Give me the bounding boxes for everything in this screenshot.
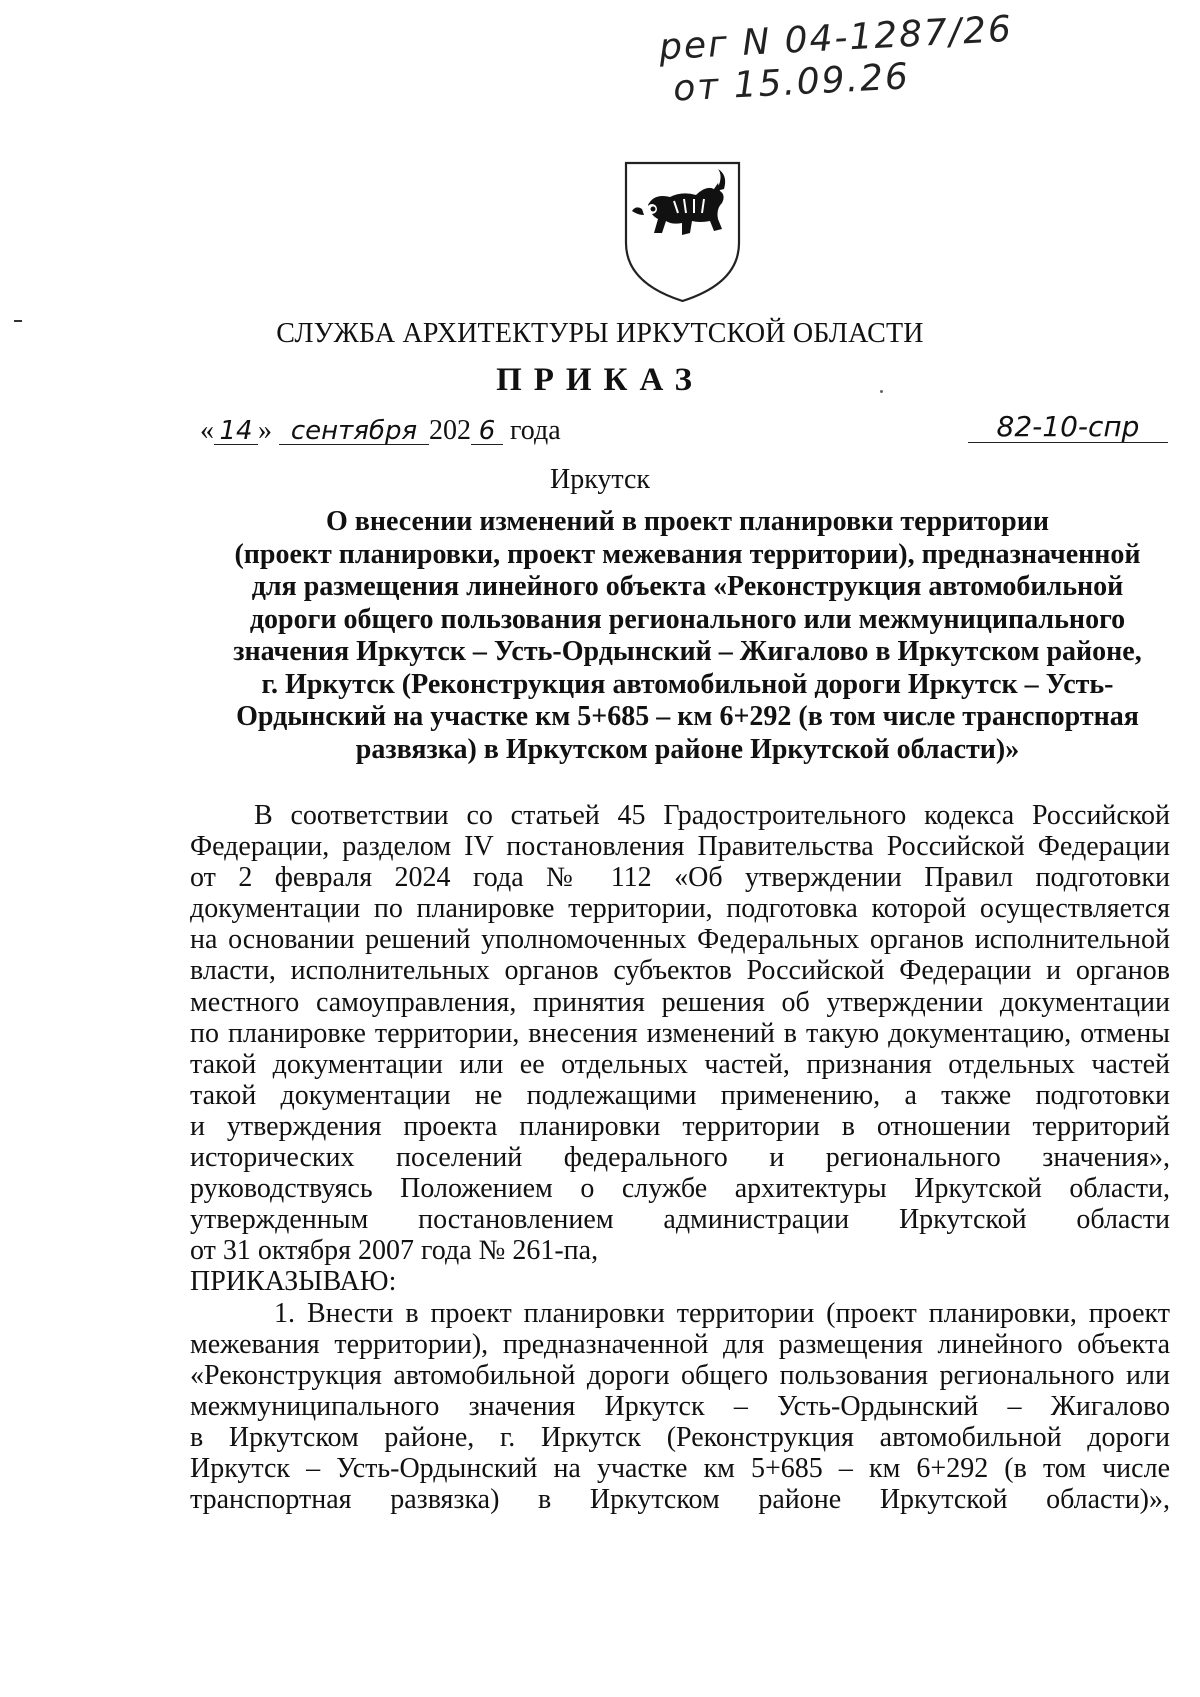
clause-1-line: Иркутск – Усть-Ордынский на участке км 5+685 – км 6+292 (в том числе: [190, 1452, 1170, 1484]
preamble-line: по планировке территории, внесения изменений в такую документацию, отмены: [190, 1017, 1170, 1049]
preamble-line: такой документации или ее отдельных частей, признания отдельных частей: [190, 1048, 1170, 1080]
preamble-line: на основании решений уполномоченных Федеральных органов исполнительной: [190, 924, 1170, 956]
clause-1-line: межевания территории), предназначенной для размещения линейного объекта: [190, 1328, 1170, 1360]
registration-number: рег N 04-1287/26: [658, 8, 1014, 69]
order-directive-word: ПРИКАЗЫВАЮ:: [190, 1266, 397, 1298]
preamble-line: Федерации, разделом IV постановления Правительства Российской Федерации: [190, 831, 1170, 863]
preamble-line: власти, исполнительных органов субъектов Российской Федерации и органов: [190, 955, 1170, 987]
preamble-line: от 2 февраля 2024 года № 112 «Об утверждении Правил подготовки: [190, 862, 1170, 894]
preamble-line: и утверждения проекта планировки территории в отношении территорий: [190, 1110, 1170, 1142]
preamble-line: исторических поселений федерального и регионального значения»,: [190, 1142, 1170, 1174]
heading-line: значения Иркутск – Усть-Ордынский – Жигалово в Иркутском районе,: [233, 636, 1142, 667]
coat-of-arms-icon: [620, 155, 745, 305]
preamble-line: от 31 октября 2007 года № 261-па,: [190, 1235, 599, 1267]
date-month: сентября: [279, 418, 429, 445]
agency-name: СЛУЖБА АРХИТЕКТУРЫ ИРКУТСКОЙ ОБЛАСТИ: [276, 318, 924, 349]
date-year-digit: 6: [471, 418, 503, 445]
preamble-line: местного самоуправления, принятия решения об утверждении документации: [190, 986, 1170, 1018]
document-title: ПРИКАЗ: [496, 362, 704, 398]
registration-date: от 15.09.26: [672, 56, 911, 110]
clause-1-line: межмуниципального значения Иркутск – Усть-Ордынский – Жигалово: [190, 1390, 1170, 1422]
order-number: 82-10-спр: [968, 412, 1168, 443]
preamble-line: такой документации не подлежащими применению, а также подготовки: [190, 1079, 1170, 1111]
clause-1-line: 1. Внести в проект планировки территории (проект планировки, проект: [274, 1297, 1170, 1329]
heading-line: для размещения линейного объекта «Реконструкция автомобильной: [251, 571, 1124, 602]
clause-1-line: в Иркутском районе, г. Иркутск (Реконструкция автомобильной дороги: [190, 1421, 1170, 1453]
order-date: [200, 415, 561, 447]
clause-1-line: транспортная развязка) в Иркутском районе Иркутской области)»,: [190, 1484, 1170, 1516]
date-open-quote: «: [200, 415, 214, 446]
preamble-line: руководствуясь Положением о службе архитектуры Иркутской области,: [190, 1173, 1170, 1205]
registration-handwritten-note: [658, 9, 1016, 111]
date-year-word: года: [510, 415, 561, 446]
date-close-quote: »: [258, 415, 272, 446]
heading-line: О внесении изменений в проект планировки территории: [325, 506, 1050, 537]
date-day: 14: [214, 418, 258, 445]
heading-line: (проект планировки, проект межевания территории), предназначенной: [234, 538, 1141, 570]
date-year-prefix: 202: [429, 415, 471, 446]
city-name: Иркутск: [549, 464, 651, 495]
preamble-line: В соответствии со статьей 45 Градостроительного кодекса Российской: [254, 800, 1170, 831]
heading-line: развязка) в Иркутском районе Иркутской области)»: [355, 733, 1020, 765]
preamble-line: документации по планировке территории, подготовка которой осуществляется: [190, 893, 1170, 925]
heading-line: г. Иркутск (Реконструкция автомобильной дороги Иркутск – Усть-: [261, 668, 1114, 700]
clause-1-line: «Реконструкция автомобильной дороги общего пользования регионального или: [190, 1359, 1170, 1391]
heading-line: Ордынский на участке км 5+685 – км 6+292 (в том числе транспортная: [236, 701, 1139, 732]
order-body-text: [190, 800, 1170, 1515]
order-subject-heading: [205, 506, 1170, 766]
preamble-line: утвержденным постановлением администрации Иркутской области: [190, 1204, 1170, 1236]
heading-line: дороги общего пользования регионального или межмуниципального: [249, 603, 1126, 635]
